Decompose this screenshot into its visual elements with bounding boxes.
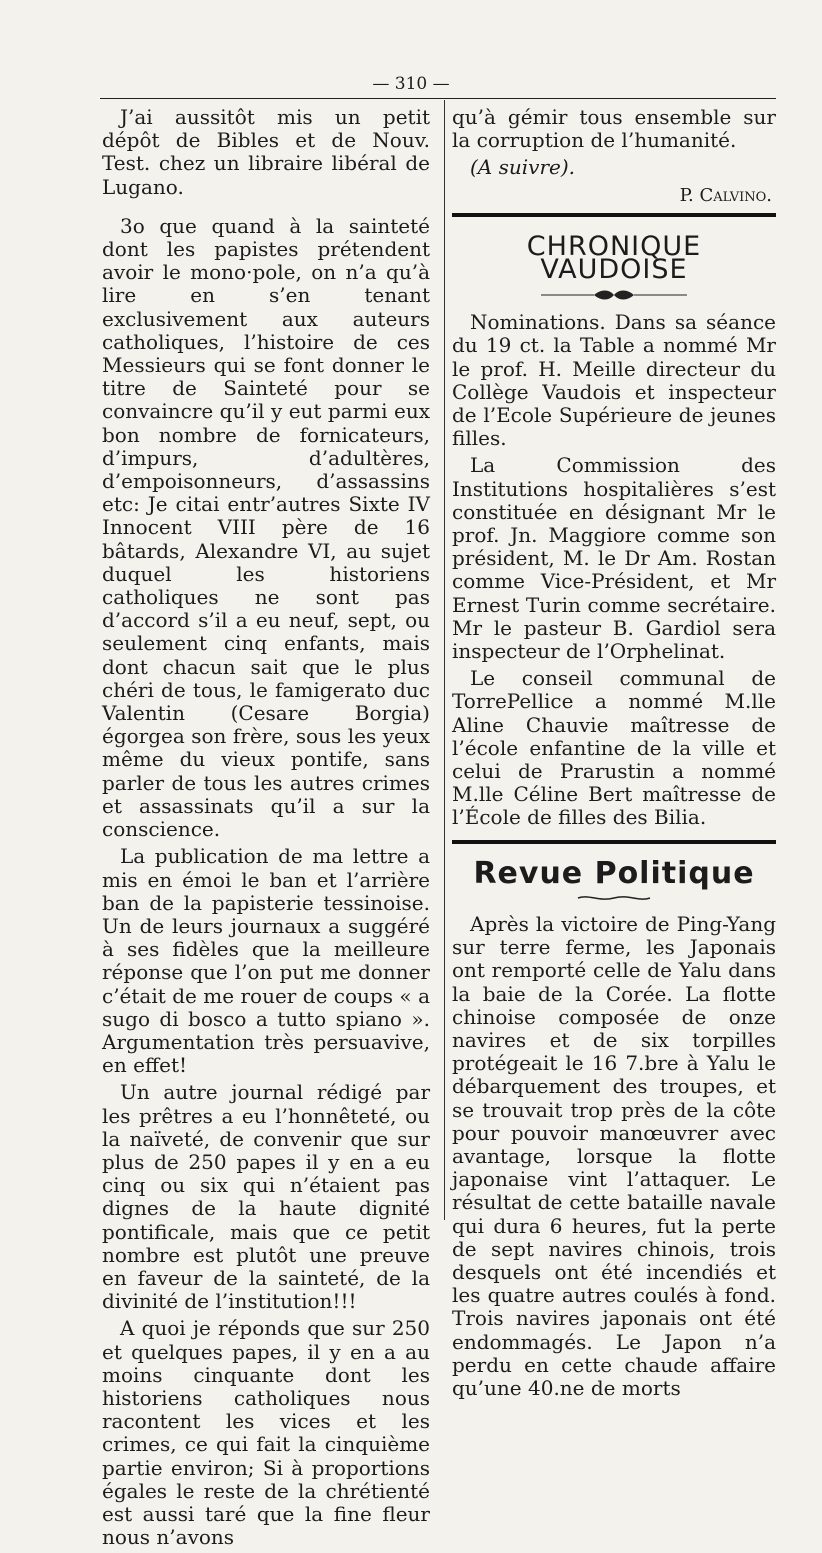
paragraph: Nominations. Dans sa séance du 19 ct. la Table a nommé Mr le prof. H. Meille directeur du Collège Vaudois et inspecteur de l’Ecole Supérieure de jeunes filles. — [452, 310, 776, 451]
paragraph: La Commission des Institutions hospitalières s’est constituée en désignant Mr le prof. Jn. Maggiore comme son président, M. le Dr Am. Rostan comme Vice-Président, et Mr Ernest Turin comme secrétaire. Mr le pasteur B. Gardiol sera inspecteur de l’Orphelinat. — [452, 453, 776, 664]
paragraph: 3o que quand à la sainteté dont les papistes prétendent avoir le mono·pole, on n’a qu’à lire en s’en tenant exclusivement aux auteurs catholiques, l’histoire de ces Messieurs qui se font donner le titre de Sainteté pour se convaincre qu’il y eut parmi eux bon nombre de fornicateurs, d’impurs, d’adultères, d’empoisonneurs, d’assassins etc: Je citai entr’autres Sixte IV Innocent VIII père de 16 bâtards, Alexandre VI, au sujet duquel les historiens catholiques ne sont pas d’accord s’il a eu neuf, sept, ou seulement cinq enfants, mais dont chacun sait que le plus chéri de tous, le famigerato duc Valentin (Cesare Borgia) égorgea son frère, sous les yeux même du vieux pontife, sans parler de tous les autres crimes et assassinats qu’il a sur la conscience. — [102, 213, 430, 842]
continued-paragraph: qu’à gémir tous ensemble sur la corruption de l’humanité. — [452, 105, 776, 153]
paragraph: Un autre journal rédigé par les prêtres a eu l’honnêteté, ou la naïveté, de convenir que sur plus de 250 papes il y en a eu cinq ou six qui n’étaient pas dignes de la haute dignité pontificale, mais que ce petit nombre est plutôt une preuve en faveur de la sainteté, de la divinité de l’institution!!! — [102, 1080, 430, 1314]
section-rule — [452, 213, 776, 217]
page-number: — 310 — — [372, 74, 450, 94]
paragraph: La publication de ma lettre a mis en émoi le ban et l’arrière ban de la papisterie tessinoise. Un de leurs journaux a suggéré à ses fidèles que la meilleure réponse que l’on put me donner c’était de me rouer de coups « a sugo di bosco a tutto spiano ». Argumentation très persuavive, en effet! — [102, 844, 430, 1078]
left-column — [102, 106, 430, 1553]
paragraph: A quoi je réponds que sur 250 et quelques papes, il y en a au moins cinquante dont les historiens catholiques nous racontent les vices et les crimes, ce qui fait la cinquième partie environ; Si à proportions égales le reste de la chrétienté est aussi taré que la fine fleur nous n’avons — [102, 1316, 430, 1550]
paragraph: J’ai aussitôt mis un petit dépôt de Bibles et de Nouv. Test. chez un libraire libéral de Lugano. — [102, 105, 430, 199]
section-rule — [452, 840, 776, 844]
paragraph: Le conseil communal de TorrePellice a nommé M.lle Aline Chauvie maîtresse de l’école enfantine de la ville et celui de Prarustin a nommé M.lle Céline Bert maîtresse de l’École de filles des Bilia. — [452, 666, 776, 830]
revue-title: Revue Politique — [473, 855, 755, 891]
flourish-ornament-icon — [574, 893, 654, 903]
right-column — [452, 106, 776, 1404]
to-be-continued: (A suivre). — [470, 155, 575, 180]
column-divider — [444, 100, 445, 1220]
signature: P. Calvino. — [679, 184, 772, 206]
paragraph: Après la victoire de Ping-Yang sur terre ferme, les Japonais ont remporté celle de Yalu dans la baie de la Corée. La flotte chinoise composée de onze navires et de six torpilles protégeait le 16 7.bre à Yalu le débarquement des troupes, et se trouvait trop près de la côte pour pouvoir manœuvrer avec avantage, lorsque la flotte japonaise vint l’attaquer. Le résultat de cette bataille navale qui dura 6 heures, fut la perte de sept navires chinois, trois desquels ont été incendiés et les quatre autres coulés à fond. Trois navires japonais ont été endommagés. Le Japon n’a perdu en cette chaude affaire qu’une 40.ne de morts — [452, 911, 776, 1400]
chronique-title: CHRONIQUE VAUDOISE — [526, 230, 702, 286]
header-rule — [100, 98, 776, 99]
flourish-ornament-icon — [539, 289, 689, 301]
